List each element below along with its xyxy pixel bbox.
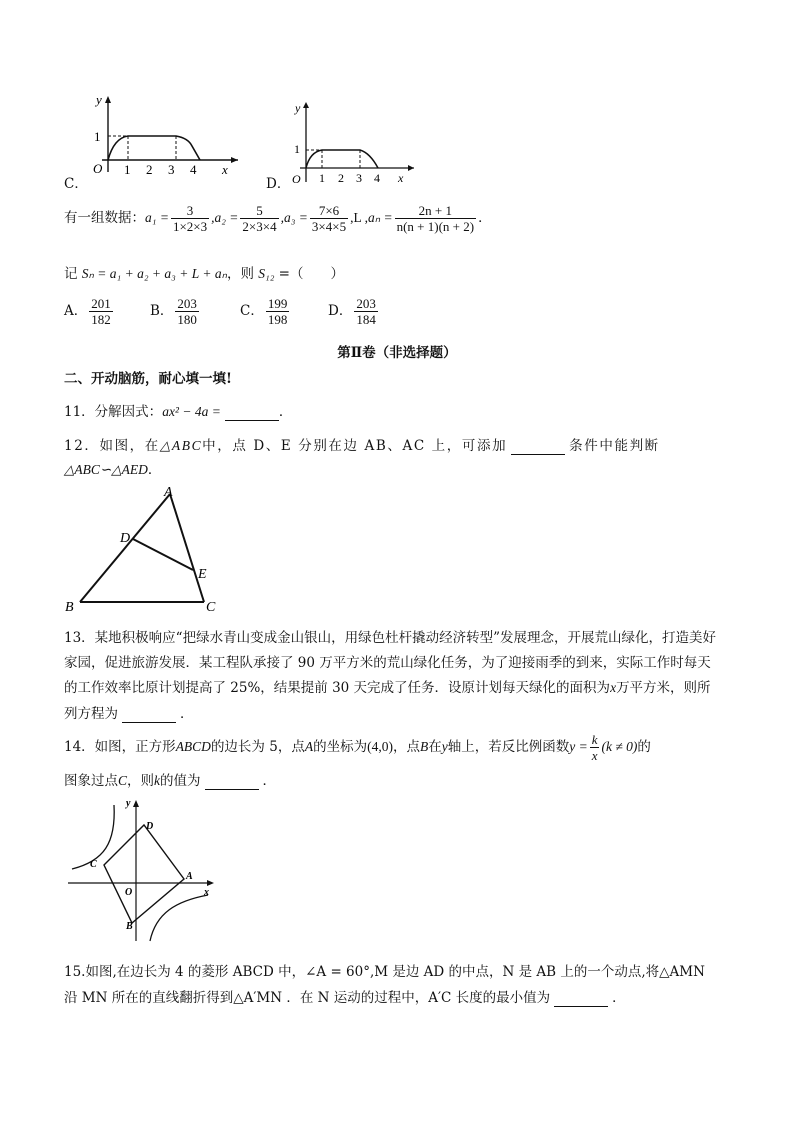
- q14-func-frac: [590, 732, 600, 763]
- q14-func-cond: (k ≠ 0): [601, 739, 638, 754]
- q10-option-c-frac: [266, 296, 290, 327]
- q15-line2-end: ．: [612, 990, 626, 1006]
- q11-end: ．: [278, 404, 293, 420]
- option-d-label: D．: [266, 176, 291, 192]
- option-d: [266, 98, 426, 194]
- q12-label-b: B: [65, 600, 74, 615]
- q14-pc: C: [118, 773, 128, 788]
- q10-option-b-letter: B．: [150, 303, 174, 319]
- option-c-graph: [88, 94, 238, 174]
- q12-label-d: D: [120, 531, 131, 546]
- q14-pa: A: [304, 739, 314, 754]
- q10-line2-end: =（ ）: [274, 266, 344, 282]
- q12-line1-a: 12．如图，在: [64, 438, 160, 454]
- q13-var-x: x: [610, 680, 617, 695]
- q14-label-y: y: [126, 798, 131, 809]
- q13-line1: 13．某地积极响应“把绿水青山变成金山银山，用绿色杜杆撬动经济转型”发展理念，开展荒山绿化，打造美好: [64, 630, 716, 646]
- q12-line1-c: 条件中能判断: [569, 438, 660, 454]
- option-d-x: x: [398, 171, 404, 185]
- q13-line3-a: 的工作效率比原计划提高了 25%，结果提前 30 天完成了任务．设原计划每天绿化的面积为: [64, 680, 611, 696]
- q14-line2-end: ．: [262, 773, 277, 789]
- option-c-x: x: [222, 162, 228, 174]
- q11: [64, 400, 292, 421]
- q14-pb: B: [419, 739, 429, 754]
- q14-line1-c: 的坐标为: [313, 739, 368, 755]
- section-title: 第Ⅱ卷（非选择题）: [337, 345, 457, 361]
- q10-an-den: n(n + 1)(n + 2): [396, 219, 475, 234]
- q15-answer-blank[interactable]: [554, 990, 608, 1007]
- q14-line2-c: 的值为: [160, 773, 201, 789]
- q12-triangle-figure: [60, 482, 230, 616]
- option-d-tick-2: 2: [338, 171, 344, 185]
- q14-label-a: A: [186, 871, 193, 882]
- option-c-one: 1: [94, 129, 101, 144]
- q10-option-a-den: 182: [91, 312, 111, 327]
- q15-line2-text: 沿 MN 所在的直线翻折得到△A′MN ．在 N 运动的过程中，A′C 长度的最小值为: [64, 990, 551, 1006]
- q10-option-d[interactable]: [328, 296, 408, 327]
- q10-an: aₙ =: [367, 210, 393, 225]
- q14-label-x: x: [204, 887, 209, 898]
- q12-label-e: E: [198, 567, 207, 582]
- q13-line4-text: 列方程为: [64, 706, 118, 722]
- q10-option-a-frac: [89, 296, 113, 327]
- q10-an-num: 2n + 1: [418, 203, 452, 218]
- q12-tri1: △ABC: [159, 438, 203, 453]
- q10-option-c-letter: C．: [240, 303, 264, 319]
- q12-line1: [64, 434, 660, 455]
- q12-line1-b: 中，点 D、E 分别在边 AB、AC 上，可添加: [202, 438, 508, 454]
- q10-s12: S₁₂: [258, 266, 275, 281]
- q10-line2-mid: ，则: [226, 266, 259, 282]
- q12-line2: [64, 458, 161, 478]
- q11-answer-blank[interactable]: [225, 404, 279, 421]
- option-c-y: y: [96, 94, 102, 107]
- q14-label-d: D: [146, 821, 154, 832]
- q13-line4: [64, 702, 194, 723]
- q14-pk: k: [154, 773, 161, 788]
- q14-label-o: O: [125, 887, 133, 898]
- q14-line1-a: 14．如图，正方形: [64, 739, 176, 755]
- q10-option-d-den: 184: [356, 312, 376, 327]
- q10-option-c-num: 199: [267, 296, 288, 311]
- q10-a2-den: 2×3×4: [242, 219, 277, 234]
- q13-line3: [64, 676, 711, 696]
- q10-line2-pre: 记: [64, 266, 82, 282]
- q14-line1-b: 的边长为 5，点: [210, 739, 305, 755]
- q10-option-a-letter: A．: [64, 303, 88, 319]
- option-c-tick-4: 4: [190, 162, 197, 174]
- q14-line1-f: 轴上，若反比例函数: [447, 739, 570, 755]
- q10-sum-expr: Sₙ = a₁ + a₂ + a₃ + L + aₙ: [81, 266, 227, 281]
- q10-option-c-den: 198: [267, 312, 288, 327]
- q12-similar: △ABC∽△AED: [64, 462, 148, 477]
- option-d-one: 1: [294, 142, 300, 156]
- q14-line1-e: 在: [428, 739, 442, 755]
- option-c-label: C．: [64, 176, 88, 192]
- q10-question: [64, 262, 344, 282]
- q14-line2-b: ，则: [127, 773, 155, 789]
- q14-line1-d: ，点: [392, 739, 420, 755]
- q10-option-a-num: 201: [91, 296, 111, 311]
- q13-line4-end: ．: [180, 706, 194, 722]
- option-d-tick-4: 4: [374, 171, 380, 185]
- q10-a3: ,a₃ =: [280, 210, 308, 225]
- q10-a1: a₁ =: [145, 210, 169, 225]
- q10-option-b-frac: [175, 296, 199, 327]
- q10-a3-num: 7×6: [318, 203, 340, 218]
- q13-line3-b: 万平方米，则所: [616, 680, 711, 696]
- q14-line1-g: 的: [637, 739, 651, 755]
- q11-prefix: 11．分解因式：: [64, 404, 163, 420]
- q14-func-lhs: y =: [569, 739, 588, 754]
- q10-option-b-num: 203: [177, 296, 197, 311]
- q12-line2-end: ．: [147, 462, 162, 478]
- option-c-tick-1: 1: [124, 162, 131, 174]
- option-d-tick-1: 1: [319, 171, 325, 185]
- q10-end: ．: [478, 210, 492, 226]
- q10-a2-num: 5: [256, 203, 263, 218]
- q10-option-d-num: 203: [356, 296, 376, 311]
- option-d-y: y: [295, 101, 301, 115]
- q10-option-c[interactable]: [240, 296, 328, 327]
- q10-a2-frac: [240, 203, 278, 234]
- q10-a3-frac: [310, 203, 348, 234]
- q14-answer-blank[interactable]: [205, 773, 259, 790]
- option-c-tick-3: 3: [168, 162, 175, 174]
- option-d-graph: [286, 98, 414, 186]
- q13-answer-blank[interactable]: [122, 706, 176, 723]
- q10-option-d-letter: D．: [328, 303, 353, 319]
- q10-an-frac: [395, 203, 476, 234]
- q14-abcd: ABCD: [175, 739, 211, 754]
- option-c-origin: O: [93, 161, 103, 174]
- q14-line2: [64, 769, 276, 790]
- q11-expr: ax² − 4a =: [162, 404, 221, 419]
- q12-answer-blank[interactable]: [511, 438, 565, 455]
- q10-a3-den: 3×4×5: [311, 219, 347, 234]
- q12-label-c: C: [206, 600, 216, 615]
- q14-py: y: [441, 739, 448, 754]
- option-c: [64, 94, 234, 194]
- q14-func-num: k: [591, 732, 598, 747]
- q10-option-b[interactable]: [150, 296, 240, 327]
- q13-line2: 家园，促进旅游发展．某工程队承接了 90 万平方米的荒山绿化任务，为了迎接雨季的到来，实际工作时每天: [64, 655, 711, 671]
- q15-line2: [64, 986, 626, 1007]
- option-d-origin: O: [292, 172, 301, 186]
- q10-option-a[interactable]: [64, 296, 150, 327]
- part2-heading: 二、开动脑筋，耐心填一填!: [64, 371, 232, 387]
- option-c-tick-2: 2: [146, 162, 153, 174]
- q14-label-c: C: [90, 859, 97, 870]
- q14-line2-a: 图象过点: [64, 773, 118, 789]
- q10-intro: 有一组数据：: [64, 210, 145, 226]
- q10-option-d-frac: [354, 296, 378, 327]
- q12-label-a: A: [164, 485, 173, 500]
- q14-line1: [64, 732, 651, 763]
- q10-sequence: [64, 203, 492, 234]
- q14-square-hyperbola-figure: [66, 795, 216, 945]
- q10-option-b-den: 180: [177, 312, 197, 327]
- q10-a1-num: 3: [186, 203, 194, 218]
- q14-coord: (4,0): [367, 739, 393, 754]
- q10-a1-frac: [171, 203, 209, 234]
- q14-label-b: B: [126, 921, 133, 932]
- q10-options: [64, 296, 408, 327]
- q10-ellipsis: ,L ,: [350, 210, 368, 225]
- q15-line1: 15.如图,在边长为 4 的菱形 ABCD 中，∠A = 60°,M 是边 AD 的中点，N 是 AB 上的一个动点,将△AMN: [64, 964, 705, 980]
- q14-func-den: x: [591, 748, 598, 763]
- q10-a1-den: 1×2×3: [172, 219, 208, 234]
- option-d-tick-3: 3: [356, 171, 362, 185]
- q10-a2: ,a₂ =: [211, 210, 239, 225]
